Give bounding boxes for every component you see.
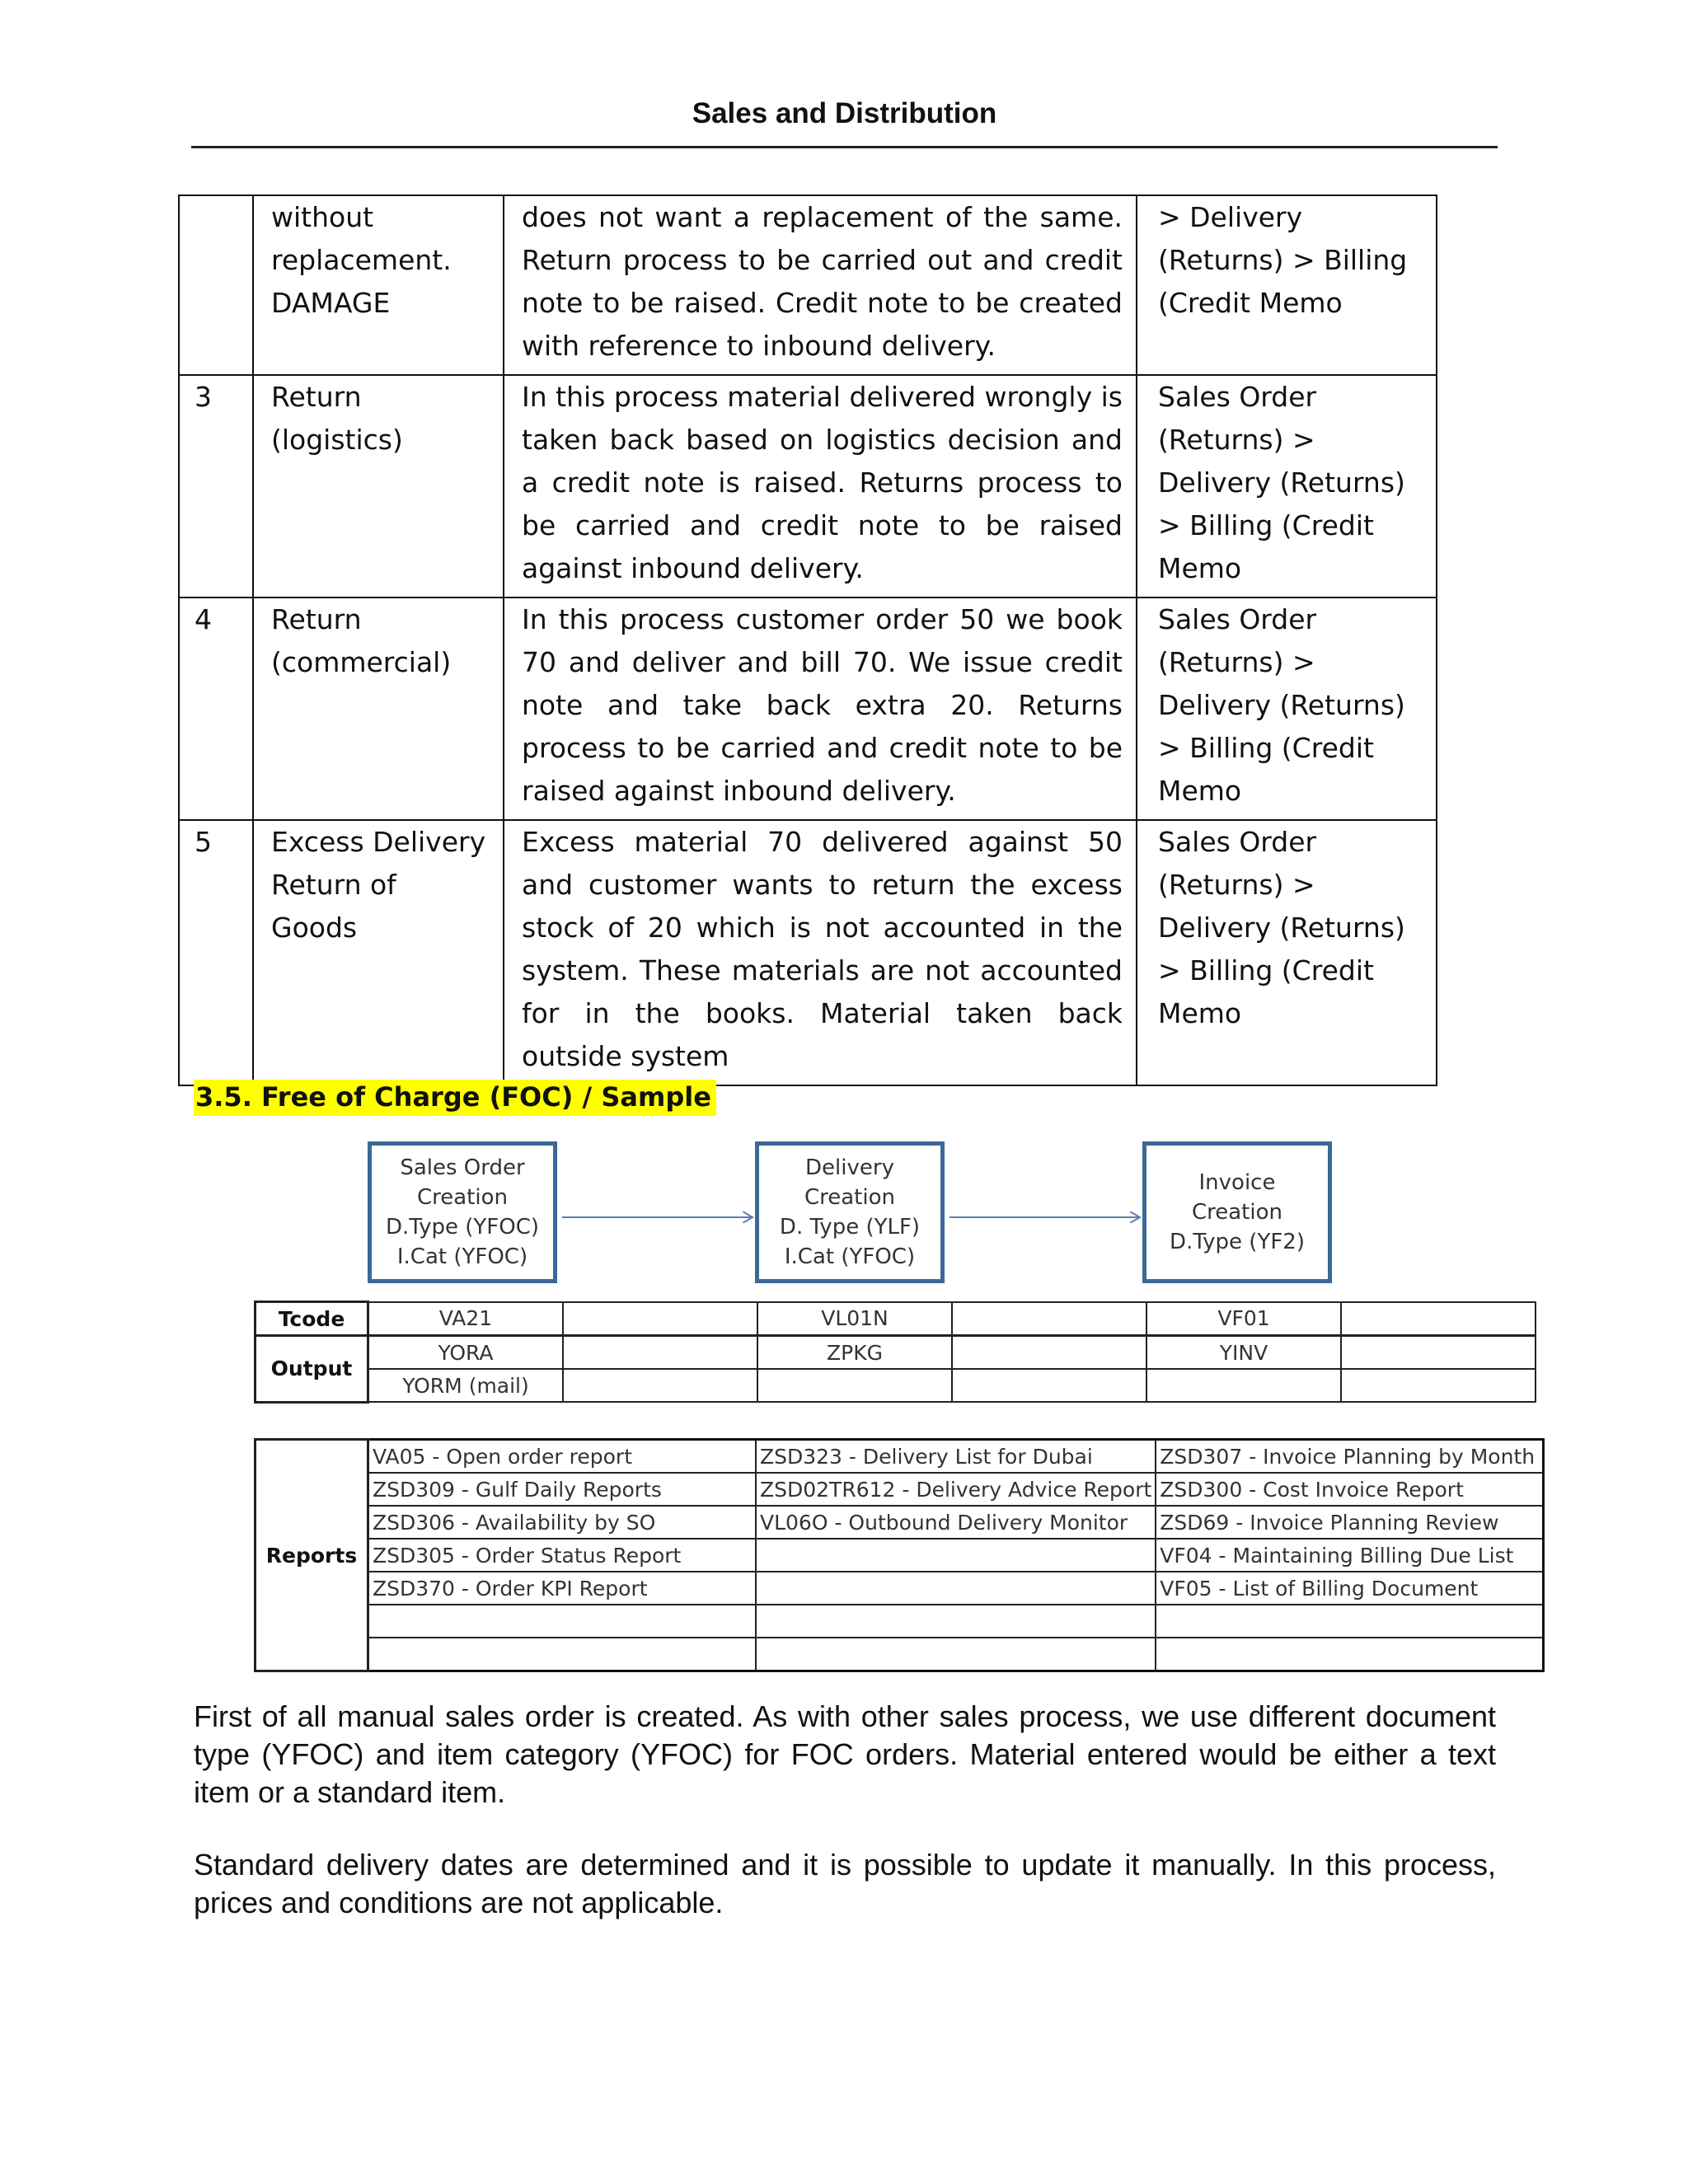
delivery-box: [755, 1141, 945, 1283]
tcode-row: [256, 1302, 1536, 1336]
blank-cell: [1341, 1302, 1536, 1336]
output-cell: YORA: [368, 1336, 564, 1370]
report-cell: [756, 1638, 1156, 1671]
blank-cell: [1341, 1369, 1536, 1402]
header-rule: [191, 146, 1498, 148]
flow-cell: Sales Order (Returns) > Delivery (Returns) > Billing (Credit Memo: [1137, 375, 1437, 598]
blank-cell: [1341, 1336, 1536, 1370]
report-cell: VF05 - List of Billing Document: [1156, 1572, 1544, 1605]
report-cell: ZSD69 - Invoice Planning Review: [1156, 1506, 1544, 1539]
report-cell: [368, 1638, 757, 1671]
tcode-label: Tcode: [256, 1302, 368, 1336]
report-cell: ZSD300 - Cost Invoice Report: [1156, 1473, 1544, 1506]
output-cell: YORM (mail): [368, 1369, 564, 1402]
table-row: [179, 820, 1437, 1085]
flow-cell: > Delivery (Returns) > Billing (Credit Memo: [1137, 195, 1437, 375]
blank-cell: [563, 1369, 757, 1402]
report-cell: ZSD306 - Availability by SO: [368, 1506, 757, 1539]
report-cell: [1156, 1605, 1544, 1638]
tcode-cell: VL01N: [757, 1302, 952, 1336]
report-cell: [756, 1605, 1156, 1638]
scenario-cell: Return (commercial): [253, 598, 504, 820]
row-number: 5: [179, 820, 253, 1085]
output-row: [256, 1336, 1536, 1370]
table-row: [179, 598, 1437, 820]
row-number: 3: [179, 375, 253, 598]
scenario-cell: without replacement. DAMAGE: [253, 195, 504, 375]
invoice-box: [1142, 1141, 1332, 1283]
table-row: [179, 195, 1437, 375]
description-cell: Excess material 70 delivered against 50 and customer wants to return the excess stock of 20 which is not accounted in the system. These materials are not accounted for in the books. Material taken back outside system: [504, 820, 1137, 1085]
flow-cell: Sales Order (Returns) > Delivery (Returns) > Billing (Credit Memo: [1137, 598, 1437, 820]
report-cell: ZSD323 - Delivery List for Dubai: [756, 1440, 1156, 1474]
report-row: [256, 1572, 1544, 1605]
report-cell: ZSD305 - Order Status Report: [368, 1539, 757, 1572]
report-row: [256, 1506, 1544, 1539]
flow-cell: Sales Order (Returns) > Delivery (Returns) > Billing (Credit Memo: [1137, 820, 1437, 1085]
blank-cell: [952, 1302, 1146, 1336]
report-row: [256, 1440, 1544, 1474]
reports-grid: [254, 1438, 1545, 1672]
description-cell: In this process customer order 50 we book 70 and deliver and bill 70. We issue credit note and take back extra 20. Returns process to be carried and credit note to be raised against inbound delivery.: [504, 598, 1137, 820]
tcode-output-grid: [254, 1301, 1536, 1404]
report-cell: [756, 1572, 1156, 1605]
tcode-cell: VA21: [368, 1302, 564, 1336]
report-cell: ZSD309 - Gulf Daily Reports: [368, 1473, 757, 1506]
flow-diagram: [0, 1141, 1688, 1290]
report-row: [256, 1638, 1544, 1671]
report-cell: VA05 - Open order report: [368, 1440, 757, 1474]
report-row: [256, 1605, 1544, 1638]
report-row: [256, 1473, 1544, 1506]
paragraph: First of all manual sales order is created. As with other sales process, we use different document type (YFOC) and item category (YFOC) for FOC orders. Material entered would be either a text item or a standard item.: [194, 1699, 1496, 1809]
report-cell: ZSD02TR612 - Delivery Advice Report: [756, 1473, 1156, 1506]
output-label: Output: [256, 1336, 368, 1403]
sales-order-label: Sales Order Creation D.Type (YFOC) I.Cat (YFOC): [385, 1155, 539, 1269]
tcode-cell: VF01: [1146, 1302, 1341, 1336]
report-cell: ZSD307 - Invoice Planning by Month: [1156, 1440, 1544, 1474]
section-heading: 3.5. Free of Charge (FOC) / Sample: [194, 1080, 716, 1116]
report-cell: [368, 1605, 757, 1638]
blank-cell: [952, 1336, 1146, 1370]
reports-label: Reports: [256, 1440, 368, 1671]
scenario-cell: Excess Delivery Return of Goods: [253, 820, 504, 1085]
returns-table: [178, 194, 1437, 1086]
sales-order-box: [368, 1141, 557, 1283]
report-cell: VF04 - Maintaining Billing Due List: [1156, 1539, 1544, 1572]
paragraph: Standard delivery dates are determined and it is possible to update it manually. In this process, prices and conditions are not applicable.: [194, 1848, 1496, 1919]
description-cell: does not want a replacement of the same. Return process to be carried out and credit note to be raised. Credit note to be created with reference to inbound delivery.: [504, 195, 1137, 375]
page-header: Sales and Distribution: [692, 97, 997, 129]
output-row: [256, 1369, 1536, 1402]
row-number: 4: [179, 598, 253, 820]
output-cell: YINV: [1146, 1336, 1341, 1370]
report-cell: ZSD370 - Order KPI Report: [368, 1572, 757, 1605]
report-cell: VL06O - Outbound Delivery Monitor: [756, 1506, 1156, 1539]
output-cell: [1146, 1369, 1341, 1402]
output-cell: ZPKG: [757, 1336, 952, 1370]
blank-cell: [563, 1336, 757, 1370]
output-cell: [757, 1369, 952, 1402]
description-cell: In this process material delivered wrongly is taken back based on logistics decision and a credit note is raised. Returns process to be carried and credit note to be raised against inbound delivery.: [504, 375, 1137, 598]
report-cell: [756, 1539, 1156, 1572]
table-row: [179, 375, 1437, 598]
blank-cell: [952, 1369, 1146, 1402]
scenario-cell: Return (logistics): [253, 375, 504, 598]
report-cell: [1156, 1638, 1544, 1671]
blank-cell: [563, 1302, 757, 1336]
delivery-label: Delivery Creation D. Type (YLF) I.Cat (YFOC): [779, 1155, 921, 1269]
invoice-label: Invoice Creation D.Type (YF2): [1170, 1170, 1305, 1254]
row-number: [179, 195, 253, 375]
report-row: [256, 1539, 1544, 1572]
